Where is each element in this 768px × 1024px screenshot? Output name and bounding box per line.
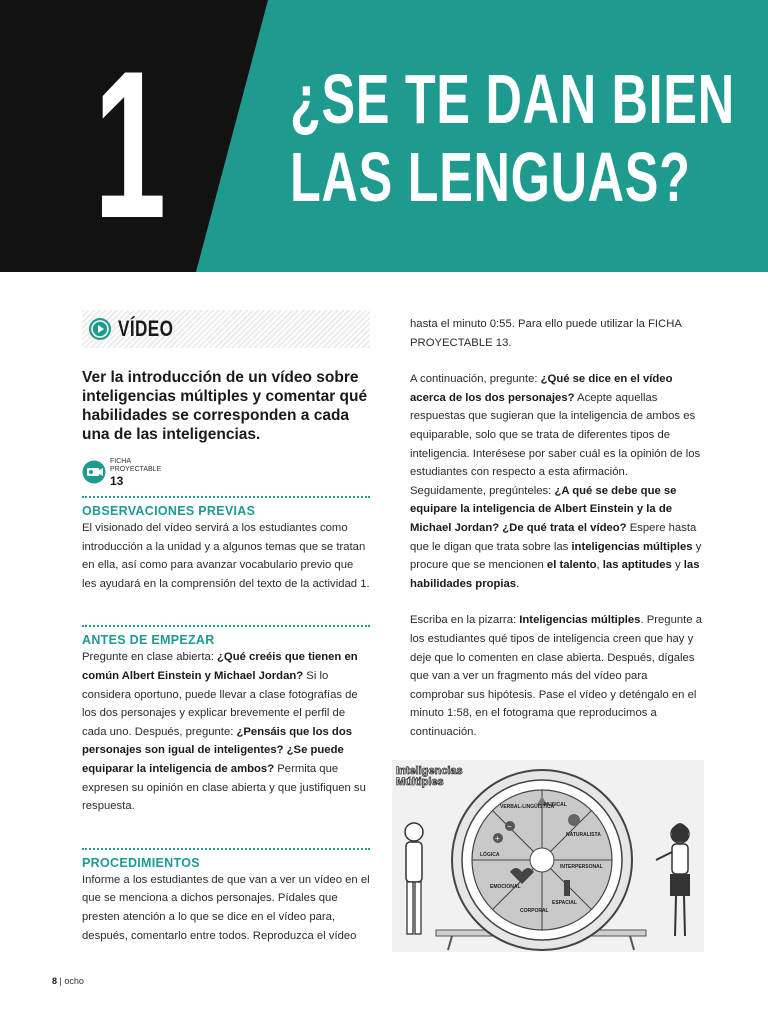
section-divider	[82, 848, 370, 850]
video-section-banner	[82, 310, 370, 348]
wheel-label: INTERPERSONAL	[560, 864, 603, 870]
video-section-title: VÍDEO	[118, 316, 174, 341]
procedimientos-text: Informe a los estudiantes de que van a ver un vídeo en el que se menciona a dichos personajes. Pídales que presten atención a lo que se dice en el vídeo para, después, comentarlo entre todos. Reproduzca el vídeo	[82, 873, 370, 942]
chapter-title-line-2: LAS LENGUAS?	[290, 138, 691, 216]
page-word: ocho	[64, 976, 84, 986]
video-objective: Ver la introducción de un vídeo sobre inteligencias múltiples y comentar qué habilidades se corresponden a cada una de las inteligencias.	[82, 369, 368, 443]
left-column	[82, 310, 370, 945]
svg-text:−: −	[507, 822, 512, 831]
ficha-number: 13	[110, 474, 124, 488]
antes-text: Pregunte en clase abierta: ¿Qué creéis que tienen en común Albert Einstein y Michael Jordan? Si lo considera oportuno, puede llevar a clase fotografías de los dos personajes y explicar brevemente el perfil de cada uno. Después, pregunte: ¿Pensáis que los dos personajes son igual de inteligentes? ¿Se puede equiparar la inteligencia de ambos? Permita que expresen su opinión en clase abierta y que justifiquen su respuesta.	[82, 651, 366, 813]
ficha-label-line-1: FICHA	[110, 458, 131, 465]
chapter-title	[290, 60, 735, 216]
paragraph-continuation: hasta el minuto 0:55. Para ello puede utilizar la FICHA PROYECTABLE 13.	[410, 318, 682, 349]
wheel-label: CORPORAL	[520, 908, 549, 914]
paragraph-board: Escriba en la pizarra: Inteligencias múltiples. Pregunte a los estudiantes qué tipos de inteligencia creen que hay y deje que lo comenten en clase abierta. Después, dígales que van a ver un fragmento más del vídeo para comprobar sus hipótesis. Pase el vídeo y deténgalo en el minuto 1:58, en el fotograma que reproducimos a continuación.	[410, 614, 702, 738]
observaciones-heading: OBSERVACIONES PREVIAS	[82, 504, 256, 518]
illustration-title-line-1: Inteligencias	[396, 765, 463, 777]
play-icon	[88, 317, 112, 341]
footer-separator: |	[57, 976, 65, 986]
procedimientos-heading: PROCEDIMIENTOS	[82, 855, 200, 870]
projector-icon	[82, 460, 106, 484]
antes-heading: ANTES DE EMPEZAR	[82, 633, 215, 648]
chapter-number: 1	[93, 27, 167, 262]
section-divider	[82, 625, 370, 627]
wheel-label: VERBAL-LINGÜÍSTICA	[500, 804, 555, 810]
right-column	[410, 315, 702, 759]
wheel-labels	[392, 760, 704, 952]
wheel-label: ESPACIAL	[552, 900, 577, 906]
multiple-intelligences-illustration	[392, 760, 704, 952]
ficha-label	[110, 458, 161, 474]
observaciones-text: El visionado del vídeo servirá a los estudiantes como introducción a la unidad y a algunos temas que se tratan en ella, así como para avanzar vocabulario previo que les ayudará en la comprensión del texto de la actividad 1.	[82, 522, 370, 590]
ficha-label-line-2: PROYECTABLE	[110, 466, 162, 473]
illustration-title-line-2: Múltiples	[396, 776, 444, 788]
wheel-label: NATURALISTA	[566, 832, 601, 838]
wheel-label: MUSICAL	[544, 802, 567, 808]
ficha-proyectable-badge	[82, 458, 370, 490]
chapter-header	[0, 0, 768, 272]
wheel-label: LÓGICA	[480, 852, 500, 858]
page-footer	[52, 976, 84, 986]
svg-text:+: +	[495, 834, 500, 843]
wheel-label: EMOCIONAL	[490, 884, 521, 890]
paragraph-questions: A continuación, pregunte: ¿Qué se dice en el vídeo acerca de los dos personajes? Acepte aquellas respuestas que sugieran que la inteligencia de ambos es equiparable, solo que se trata de diferentes tipos de inteligencia. Interésese por saber cuál es la opinión de los estudiantes con respecto a esta afirmación. Seguidamente, pregúnteles: ¿A qué se debe que se equipare la inteligencia de Albert Einstein y la de Michael Jordan? ¿De qué trata el vídeo? Espere hasta que le digan que trata sobre las inteligencias múltiples y procure que se mencionen el talento, las aptitudes y las habilidades propias.	[410, 373, 702, 590]
section-divider	[82, 496, 370, 498]
page-number: 8	[52, 976, 58, 986]
chapter-title-line-1: ¿SE TE DAN BIEN	[290, 60, 735, 138]
